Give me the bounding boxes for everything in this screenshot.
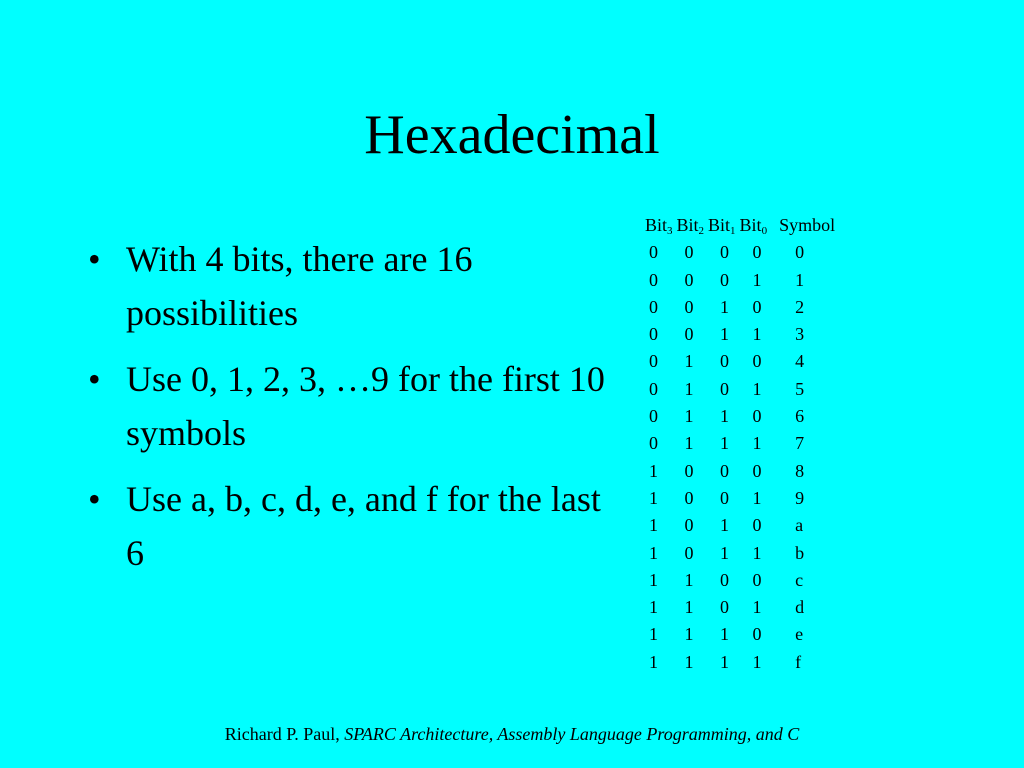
table-cell-bit: 0 [720,460,730,481]
table-cell-bit: 1 [649,487,658,508]
table-cell-bit: 1 [684,624,694,645]
table-row [645,403,835,430]
table-cell-bit: 1 [752,651,762,672]
table-cell-bit: 1 [752,433,762,454]
table-cell-symbol: 0 [795,242,805,263]
table-row [645,567,835,594]
table-cell-symbol: c [795,569,804,590]
table-cell-bit: 0 [684,542,694,563]
table-cell-bit: 1 [752,269,762,290]
table-cell-bit: 0 [684,296,694,317]
table-cell-bit: 0 [684,324,694,345]
table-cell-bit: 1 [684,406,694,427]
table-cell-bit: 1 [720,406,730,427]
table-cell-bit: 0 [684,460,694,481]
table-cell-bit: 0 [649,378,658,399]
slide-title: Hexadecimal [364,104,660,166]
table-row [645,621,835,648]
table-cell-symbol: 2 [795,296,805,317]
footer-book-title: SPARC Architecture, Assembly Language Programming, and C [344,724,800,744]
table-cell-symbol: b [795,542,805,563]
bullet-dot-icon: • [88,359,101,399]
table-cell-symbol: a [795,515,804,536]
bullet-text: Use a, b, c, d, e, and f for the last 6 [126,479,601,573]
table-row [645,485,835,512]
table-cell-bit: 1 [649,597,658,618]
table-cell-bit: 0 [720,269,730,290]
column-header-bit1: Bit$_1$ [708,215,736,237]
bullet-text: With 4 bits, there are 16 possibilities [126,239,473,333]
table-cell-symbol: 5 [795,378,805,399]
table-cell-bit: 0 [649,269,658,290]
table-cell-bit: 1 [684,351,694,372]
table-row [645,512,835,539]
bullet-text: Use 0, 1, 2, 3, …9 for the first 10 symbols [126,359,605,453]
table-cell-bit: 0 [720,569,730,590]
table-cell-bit: 0 [720,597,730,618]
table-body [645,239,835,676]
table-cell-bit: 0 [752,624,762,645]
table-cell-bit: 0 [684,242,694,263]
footer-author: Richard P. Paul, [224,724,345,744]
bullet-item [88,352,608,460]
table-row [645,594,835,621]
table-cell-bit: 0 [649,406,658,427]
table-cell-bit: 0 [649,351,658,372]
column-header-bit2: Bit$_2$ [676,215,705,237]
table-cell-symbol: 1 [795,269,805,290]
table-cell-bit: 1 [752,487,762,508]
table-cell-bit: 0 [649,433,658,454]
bullet-item [88,472,608,580]
table-cell-symbol: e [795,624,804,645]
table-cell-bit: 1 [720,324,730,345]
table-cell-symbol: d [795,597,805,618]
table-cell-bit: 1 [649,515,658,536]
table-cell-bit: 0 [752,351,762,372]
column-header-symbol: Symbol [779,215,836,235]
table-row [645,430,835,457]
table-cell-symbol: 6 [795,406,805,427]
table-cell-bit: 1 [649,624,658,645]
table-cell-symbol: 8 [795,460,805,481]
table-cell-symbol: f [795,651,802,672]
table-cell-bit: 0 [649,242,658,263]
hex-symbol-table [645,212,835,676]
table-cell-bit: 0 [684,487,694,508]
table-cell-bit: 1 [752,324,762,345]
table-cell-bit: 0 [720,487,730,508]
table-cell-bit: 0 [752,460,762,481]
table-cell-bit: 1 [720,651,730,672]
table-cell-bit: 1 [684,378,694,399]
table-cell-symbol: 4 [795,351,805,372]
table-row [645,376,835,403]
table-cell-bit: 0 [752,406,762,427]
table-row [645,348,835,375]
table-cell-bit: 1 [720,515,730,536]
table-cell-bit: 1 [720,542,730,563]
table-cell-bit: 1 [649,542,658,563]
column-header-bit0: Bit$_0$ [739,215,768,237]
table-row [645,267,835,294]
table-cell-symbol: 3 [795,324,805,345]
table-cell-bit: 1 [752,597,762,618]
table-cell-bit: 1 [684,597,694,618]
table-cell-bit: 1 [649,460,658,481]
table-cell-bit: 1 [684,433,694,454]
table-cell-symbol: 7 [795,433,805,454]
bullet-dot-icon: • [88,239,101,279]
table-cell-bit: 0 [684,269,694,290]
table-cell-bit: 1 [752,378,762,399]
table-cell-bit: 1 [684,651,694,672]
bullet-list [88,232,608,592]
table-row [645,458,835,485]
bullet-item [88,232,608,340]
bullet-dot-icon: • [88,479,101,519]
table-row [645,540,835,567]
table-cell-bit: 0 [649,324,658,345]
table-row [645,239,835,266]
table-cell-bit: 0 [684,515,694,536]
table-cell-bit: 0 [720,242,730,263]
table-cell-symbol: 9 [795,487,805,508]
table-cell-bit: 1 [720,296,730,317]
table-cell-bit: 0 [649,296,658,317]
table-header-row [645,212,835,239]
table-cell-bit: 1 [684,569,694,590]
table-cell-bit: 0 [752,515,762,536]
table-cell-bit: 1 [649,569,658,590]
table-cell-bit: 0 [720,378,730,399]
table-row [645,294,835,321]
table-cell-bit: 0 [752,296,762,317]
table-cell-bit: 1 [752,542,762,563]
table-row [645,649,835,676]
table-cell-bit: 1 [720,624,730,645]
footer-citation [0,722,1024,746]
table-cell-bit: 1 [720,433,730,454]
column-header-bit3: Bit$_3$ [645,215,673,237]
table-cell-bit: 0 [752,242,762,263]
table-cell-bit: 0 [720,351,730,372]
table-cell-bit: 1 [649,651,658,672]
table-row [645,321,835,348]
table-cell-bit: 0 [752,569,762,590]
